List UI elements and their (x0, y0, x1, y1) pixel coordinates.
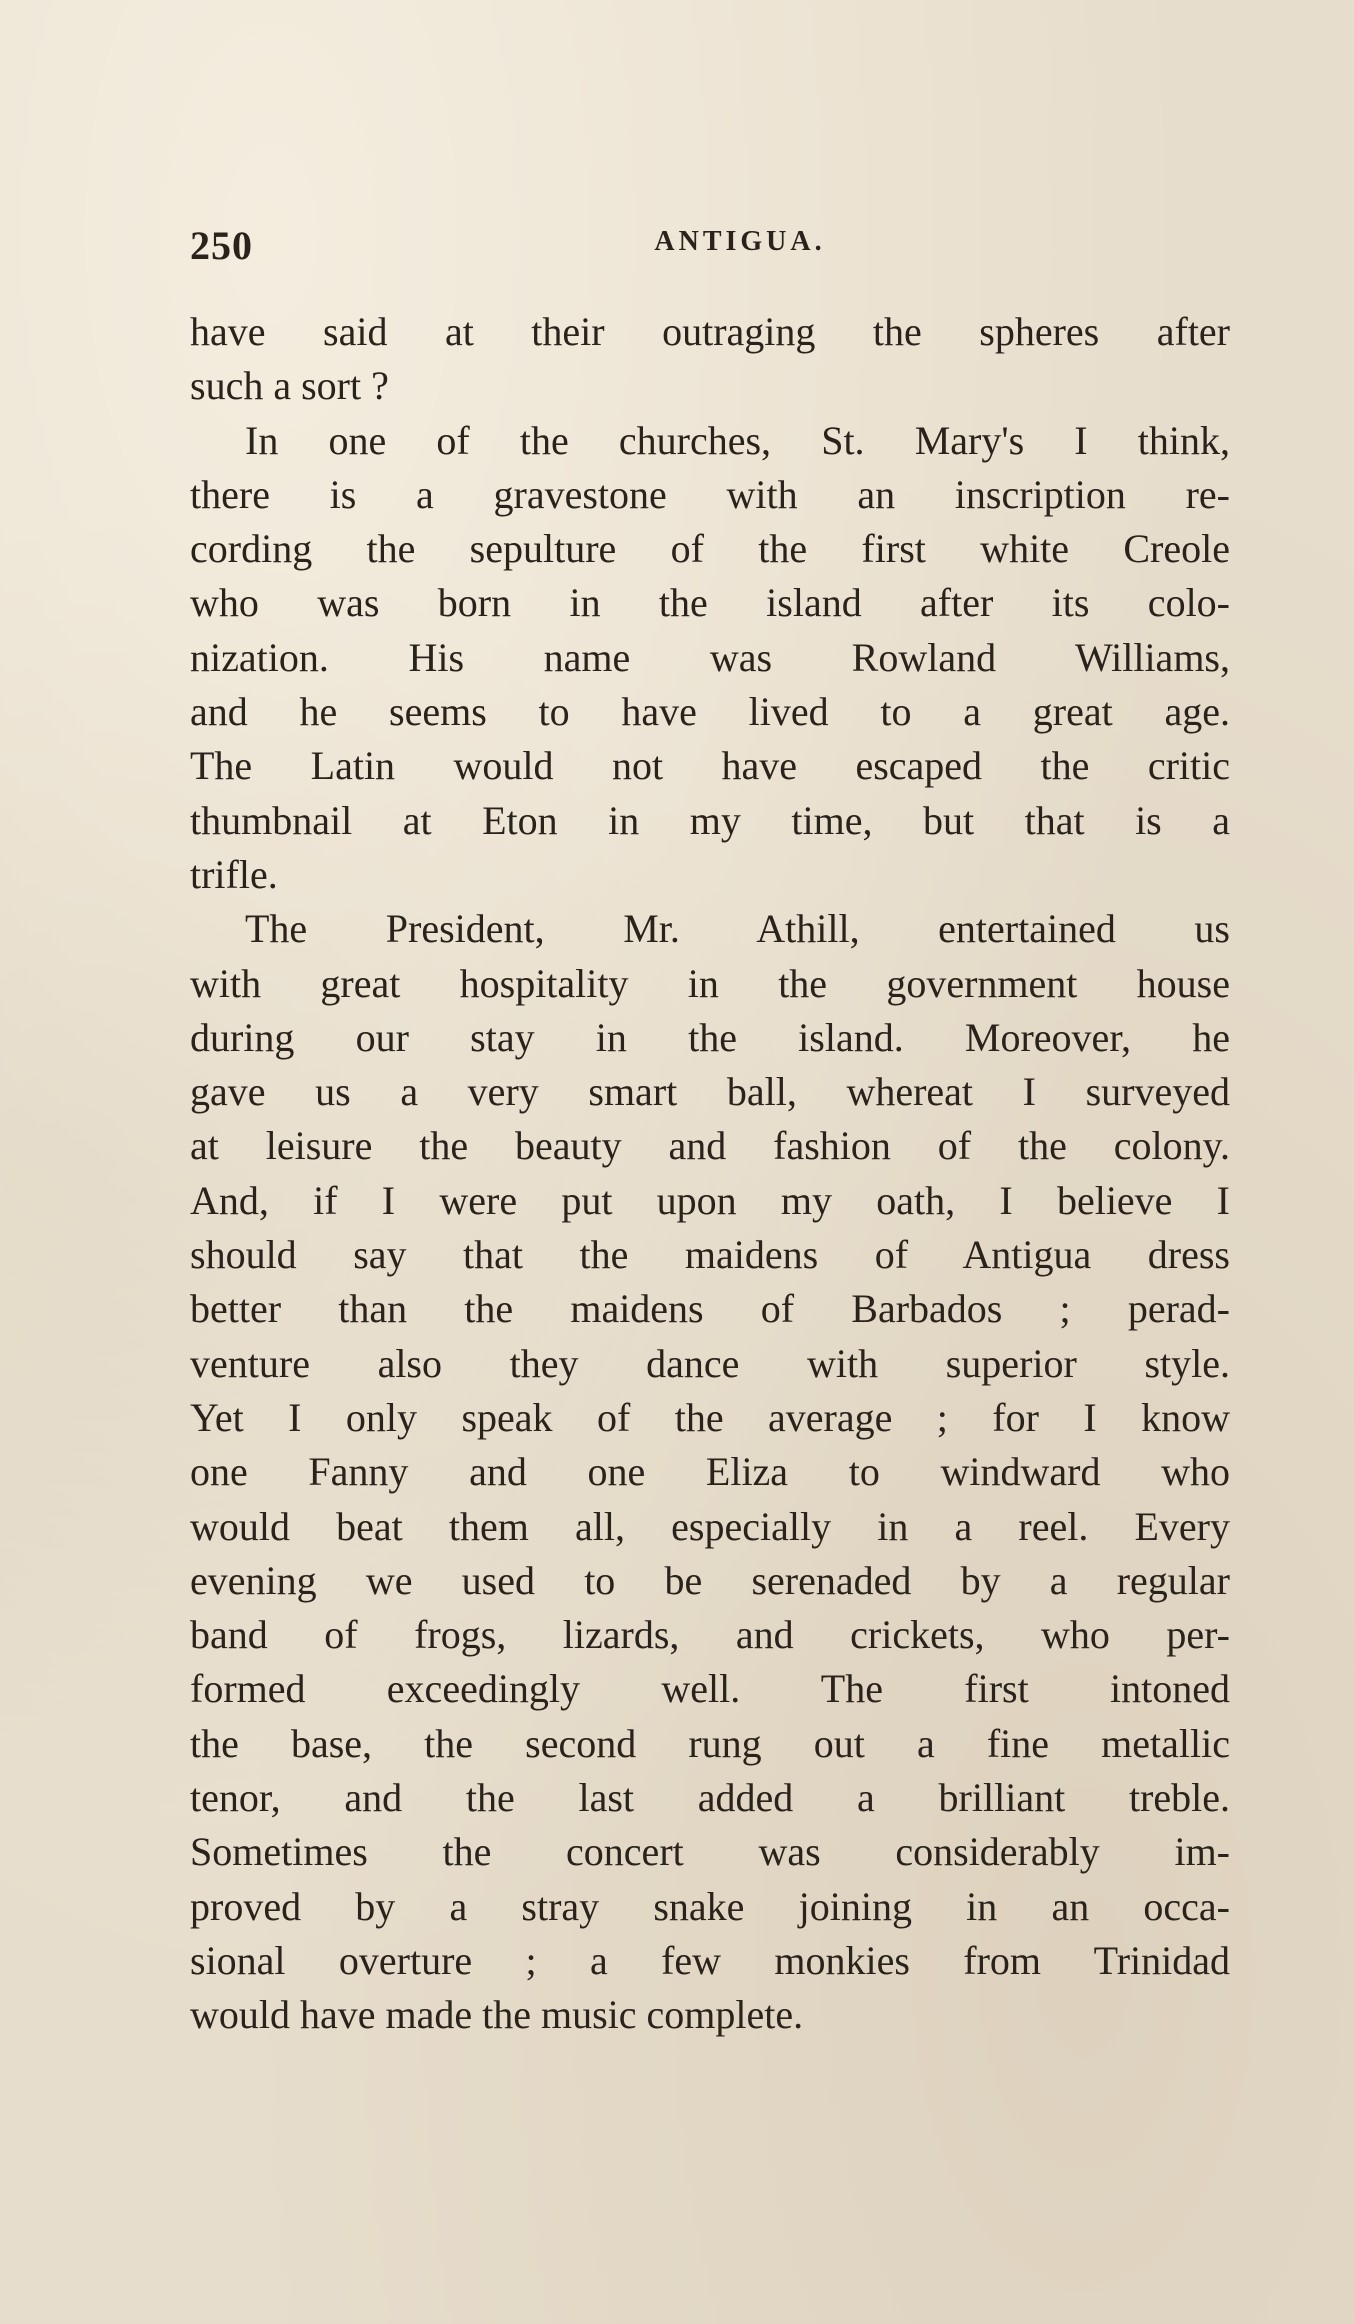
running-head (190, 222, 1230, 282)
text-line: and he seems to have lived to a great age. (190, 689, 1230, 735)
text-line: one Fanny and one Eliza to windward who (190, 1449, 1230, 1495)
text-line: the base, the second rung out a fine metallic (190, 1720, 1230, 1766)
text-line: venture also they dance with superior style. (190, 1340, 1230, 1386)
text-line: would beat them all, especially in a reel. Every (190, 1503, 1230, 1549)
text-line: band of frogs, lizards, and crickets, who per- (190, 1612, 1230, 1658)
text-line: would have made the music complete. (190, 1992, 804, 2038)
text-line: who was born in the island after its colo- (190, 580, 1230, 626)
text-line: such a sort ? (190, 363, 389, 409)
text-line: thumbnail at Eton in my time, but that is a (190, 797, 1230, 843)
page-number: 250 (190, 223, 253, 268)
text-line: there is a gravestone with an inscription re- (190, 471, 1230, 517)
text-line: nization. His name was Rowland Williams, (190, 634, 1230, 680)
text-line: Yet I only speak of the average ; for I know (190, 1394, 1230, 1440)
text-line: evening we used to be serenaded by a regular (190, 1557, 1230, 1603)
text-line: cording the sepulture of the first white Creole (190, 526, 1230, 572)
text-line: And, if I were put upon my oath, I believe I (190, 1177, 1230, 1223)
text-line: during our stay in the island. Moreover, he (190, 1014, 1230, 1060)
text-line: with great hospitality in the government house (190, 960, 1230, 1006)
text-line: have said at their outraging the spheres after (190, 309, 1230, 354)
paragraph-first-line: In one of the churches, St. Mary's I think, (245, 417, 1230, 463)
text-line: The Latin would not have escaped the critic (190, 743, 1230, 789)
running-title: ANTIGUA. (654, 226, 826, 257)
body-text (190, 305, 1230, 2043)
text-line: should say that the maidens of Antigua dress (190, 1232, 1230, 1278)
text-line: proved by a stray snake joining in an occa- (190, 1883, 1230, 1929)
text-line: sional overture ; a few monkies from Trinidad (190, 1937, 1230, 1983)
text-line: trifle. (190, 851, 278, 897)
text-line: tenor, and the last added a brilliant treble. (190, 1775, 1230, 1821)
text-line: at leisure the beauty and fashion of the colony. (190, 1123, 1230, 1169)
paragraph-first-line: The President, Mr. Athill, entertained us (245, 906, 1230, 952)
text-line: better than the maidens of Barbados ; perad- (190, 1286, 1230, 1332)
text-line: gave us a very smart ball, whereat I surveyed (190, 1069, 1230, 1115)
text-line: formed exceedingly well. The first intoned (190, 1666, 1230, 1712)
text-line: Sometimes the concert was considerably im- (190, 1829, 1230, 1875)
